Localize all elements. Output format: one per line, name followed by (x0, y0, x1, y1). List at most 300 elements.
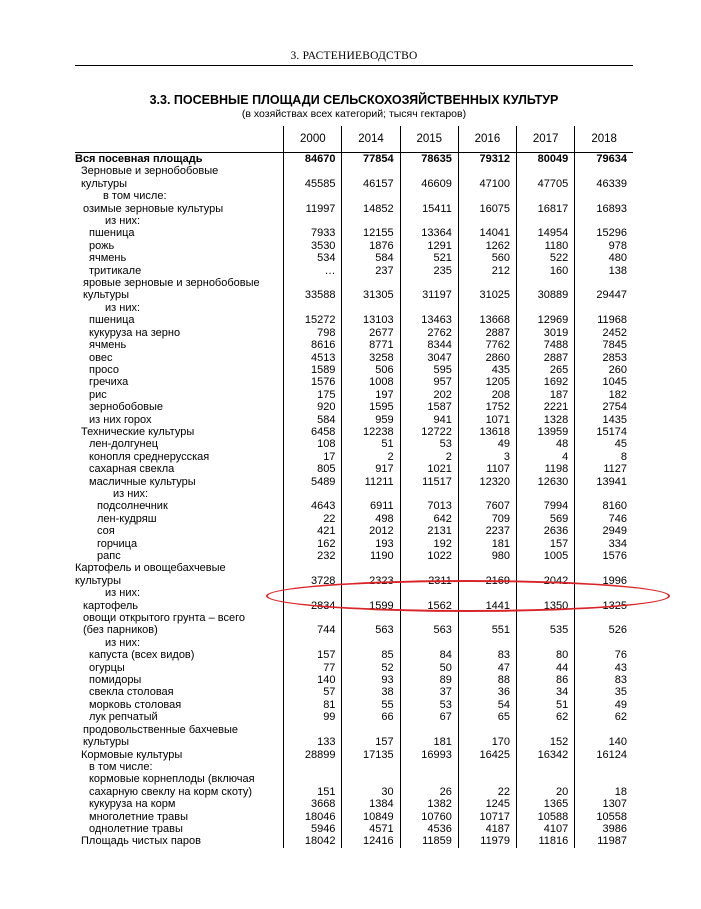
cell-value: 232 (284, 550, 342, 562)
cell-value: 5946 (284, 823, 342, 835)
cell-value: 2949 (575, 525, 633, 537)
row-label: рис (89, 388, 107, 401)
highlight-ellipse (266, 580, 670, 612)
table-row (75, 252, 633, 264)
cell-value: 2754 (575, 401, 633, 413)
cell-value: 1180 (517, 240, 575, 252)
table-row (75, 414, 633, 426)
cell-value: 8344 (400, 339, 458, 351)
cell-value: 84 (400, 649, 458, 661)
table-row (75, 637, 633, 649)
cell-value: 10760 (400, 811, 458, 823)
cell-value (342, 724, 400, 736)
cell-value (342, 302, 400, 314)
row-label: культуры (75, 574, 122, 587)
row-label: кормовые корнеплоды (включая (89, 773, 255, 786)
cell-value: 1562 (400, 600, 458, 612)
cell-value: 551 (458, 624, 516, 636)
cell-value (517, 761, 575, 773)
year-header: 2017 (517, 126, 575, 153)
cell-value: 53 (400, 699, 458, 711)
year-header: 2018 (575, 126, 633, 153)
row-label: гречиха (89, 376, 129, 389)
cell-value: 50 (400, 662, 458, 674)
table-row (75, 513, 633, 525)
cell-value: 3530 (284, 240, 342, 252)
row-label: подсолнечник (97, 500, 168, 513)
cell-value: 31305 (342, 289, 400, 301)
row-label: Картофель и овощебахчевые (75, 562, 226, 575)
cell-value: 43 (575, 662, 633, 674)
cell-value (342, 277, 400, 289)
cell-value (284, 724, 342, 736)
cell-value (342, 637, 400, 649)
table-row (75, 624, 633, 636)
cell-value: 18046 (284, 811, 342, 823)
cell-value (458, 215, 516, 227)
cell-value (342, 215, 400, 227)
cell-value (400, 190, 458, 202)
cell-value: 709 (458, 513, 516, 525)
table-row (75, 277, 633, 289)
cell-value: 78635 (400, 153, 458, 166)
row-label: ячмень (89, 252, 127, 265)
cell-value: 2860 (458, 352, 516, 364)
table-row (75, 674, 633, 686)
cell-value: 1325 (575, 600, 633, 612)
cell-value: 3668 (284, 798, 342, 810)
year-header: 2014 (342, 126, 400, 153)
cell-value (284, 302, 342, 314)
cell-value: 584 (284, 414, 342, 426)
cell-value: 33588 (284, 289, 342, 301)
cell-value: 7845 (575, 339, 633, 351)
cell-value: 1996 (575, 575, 633, 587)
cell-value: 85 (342, 649, 400, 661)
table-row (75, 178, 633, 190)
cell-value: 3258 (342, 352, 400, 364)
cell-value: 15174 (575, 426, 633, 438)
table-row (75, 686, 633, 698)
cell-value: 140 (575, 736, 633, 748)
cell-value: 18 (575, 786, 633, 798)
cell-value: 6911 (342, 500, 400, 512)
cell-value: 1328 (517, 414, 575, 426)
cell-value: 2323 (342, 575, 400, 587)
cell-value: 18042 (284, 835, 342, 847)
cell-value: 30 (342, 786, 400, 798)
cell-value: 79312 (458, 153, 516, 166)
row-label: пшеница (89, 227, 135, 240)
year-header-row (75, 126, 633, 153)
cell-value (400, 277, 458, 289)
cell-value: 3047 (400, 352, 458, 364)
cell-value: 1384 (342, 798, 400, 810)
table-row (75, 488, 633, 500)
table-row (75, 451, 633, 463)
cell-value: 4571 (342, 823, 400, 835)
cell-value (342, 773, 400, 785)
cell-value (575, 190, 633, 202)
cell-value: 1365 (517, 798, 575, 810)
cell-value: 2834 (284, 600, 342, 612)
cell-value: 2677 (342, 327, 400, 339)
row-label: конопля среднерусская (89, 450, 210, 463)
cell-value (342, 165, 400, 177)
row-label: капуста (всех видов) (89, 649, 195, 662)
table-row (75, 314, 633, 326)
table-title: 3.3. ПОСЕВНЫЕ ПЛОЩАДИ СЕЛЬСКОХОЗЯЙСТВЕННЫХ КУЛЬТУР (149, 93, 559, 107)
cell-value: 52 (342, 662, 400, 674)
cell-value: 13103 (342, 314, 400, 326)
cell-value: 4187 (458, 823, 516, 835)
cell-value: 941 (400, 414, 458, 426)
cell-value: 11517 (400, 476, 458, 488)
cell-value: 260 (575, 364, 633, 376)
table-row (75, 339, 633, 351)
cell-value: 10588 (517, 811, 575, 823)
cell-value (458, 277, 516, 289)
table-row (75, 761, 633, 773)
cell-value (284, 637, 342, 649)
row-label: рожь (89, 239, 115, 252)
cell-value (458, 165, 516, 177)
cell-value: 93 (342, 674, 400, 686)
cell-value (575, 612, 633, 624)
cell-value: 265 (517, 364, 575, 376)
cell-value: 54 (458, 699, 516, 711)
cell-value: 181 (458, 538, 516, 550)
cell-value: 157 (284, 649, 342, 661)
row-label: Площадь чистых паров (81, 835, 201, 848)
cell-value: 2887 (458, 327, 516, 339)
cell-value: 920 (284, 401, 342, 413)
cell-value: 29447 (575, 289, 633, 301)
row-label: горчица (97, 537, 138, 550)
cell-value: 47705 (517, 178, 575, 190)
cell-value: 35 (575, 686, 633, 698)
cell-value: 1107 (458, 463, 516, 475)
cell-value: 4513 (284, 352, 342, 364)
cell-value: 157 (342, 736, 400, 748)
cell-value: 80 (517, 649, 575, 661)
table-row (75, 699, 633, 711)
table-row (75, 749, 633, 761)
cell-value: 805 (284, 463, 342, 475)
cell-value (284, 562, 342, 574)
cell-value (575, 773, 633, 785)
cell-value (284, 773, 342, 785)
cell-value: 7762 (458, 339, 516, 351)
section-header: 3. РАСТЕНИЕВОДСТВО (75, 50, 633, 66)
row-label: сахарная свекла (89, 463, 175, 476)
cell-value: 1576 (284, 376, 342, 388)
cell-value (458, 562, 516, 574)
cell-value: 138 (575, 265, 633, 277)
cell-value (517, 724, 575, 736)
table-row (75, 773, 633, 785)
table-row (75, 835, 633, 847)
cell-value: 67 (400, 711, 458, 723)
cell-value: 140 (284, 674, 342, 686)
cell-value: 1752 (458, 401, 516, 413)
table-row (75, 364, 633, 376)
table-row (75, 612, 633, 624)
table-row (75, 823, 633, 835)
table-row (75, 352, 633, 364)
cell-value (400, 724, 458, 736)
cell-value: 7013 (400, 500, 458, 512)
cell-value (400, 215, 458, 227)
cell-value: 20 (517, 786, 575, 798)
cell-value: 917 (342, 463, 400, 475)
cell-value (575, 165, 633, 177)
cell-value: 1441 (458, 600, 516, 612)
cell-value: 435 (458, 364, 516, 376)
cell-value: 7607 (458, 500, 516, 512)
cell-value (517, 562, 575, 574)
cell-value: 11997 (284, 203, 342, 215)
cell-value: 584 (342, 252, 400, 264)
cell-value: 46339 (575, 178, 633, 190)
cell-value: 480 (575, 252, 633, 264)
table-row (75, 438, 633, 450)
table-row (75, 265, 633, 277)
cell-value: 77 (284, 662, 342, 674)
cell-value: 1595 (342, 401, 400, 413)
cell-value: 10849 (342, 811, 400, 823)
cell-value (517, 302, 575, 314)
table-row (75, 463, 633, 475)
cell-value: 334 (575, 538, 633, 550)
cell-value: 5489 (284, 476, 342, 488)
cell-value (400, 773, 458, 785)
cell-value: 13364 (400, 227, 458, 239)
cell-value (517, 488, 575, 500)
cell-value: 160 (517, 265, 575, 277)
cell-value: 76 (575, 649, 633, 661)
cell-value: 44 (517, 662, 575, 674)
table-row (75, 376, 633, 388)
cell-value (458, 612, 516, 624)
row-label: культуры (83, 736, 130, 749)
row-label: лен-кудряш (97, 512, 157, 525)
cell-value: 235 (400, 265, 458, 277)
row-label: сахарную свеклу на корм скоту) (89, 785, 253, 798)
table-row (75, 190, 633, 202)
cell-value: 522 (517, 252, 575, 264)
cell-value (284, 612, 342, 624)
cell-value (284, 165, 342, 177)
cell-value: 1205 (458, 376, 516, 388)
cell-value: 15296 (575, 227, 633, 239)
cell-value: 51 (342, 438, 400, 450)
cell-value (517, 637, 575, 649)
cell-value: 84670 (284, 153, 342, 166)
cell-value: 175 (284, 389, 342, 401)
cell-value: 746 (575, 513, 633, 525)
row-label: яровые зерновые и зернобобовые (83, 277, 260, 290)
row-label: из них: (105, 301, 141, 314)
cell-value: 506 (342, 364, 400, 376)
cell-value: 14852 (342, 203, 400, 215)
cell-value (400, 302, 458, 314)
cell-value: 133 (284, 736, 342, 748)
row-label: Вся посевная площадь (75, 153, 203, 165)
cell-value (575, 277, 633, 289)
cell-value: 2237 (458, 525, 516, 537)
cell-value (342, 761, 400, 773)
cell-value: 3019 (517, 327, 575, 339)
cell-value: 212 (458, 265, 516, 277)
cell-value: 2452 (575, 327, 633, 339)
cell-value: 2853 (575, 352, 633, 364)
row-label: овес (89, 351, 113, 364)
row-label: озимые зерновые культуры (83, 202, 224, 215)
table-row (75, 798, 633, 810)
cell-value: 30889 (517, 289, 575, 301)
cell-value: 2887 (517, 352, 575, 364)
cell-value: 182 (575, 389, 633, 401)
table-row (75, 401, 633, 413)
cell-value: 45 (575, 438, 633, 450)
cell-value (517, 612, 575, 624)
cell-value: 1005 (517, 550, 575, 562)
row-label: Технические культуры (81, 425, 195, 438)
cell-value (575, 488, 633, 500)
row-label: рапс (97, 550, 121, 562)
cell-value: 12416 (342, 835, 400, 847)
cell-value: 2131 (400, 525, 458, 537)
cell-value: 4643 (284, 500, 342, 512)
row-label: тритикале (89, 264, 142, 277)
cell-value: 17135 (342, 749, 400, 761)
cell-value: 16993 (400, 749, 458, 761)
cell-value: 498 (342, 513, 400, 525)
cell-value: 7488 (517, 339, 575, 351)
cell-value: 65 (458, 711, 516, 723)
cell-value: 31197 (400, 289, 458, 301)
cell-value: 7933 (284, 227, 342, 239)
table-row (75, 724, 633, 736)
table-row (75, 227, 633, 239)
cell-value: 11211 (342, 476, 400, 488)
cell-value: 12630 (517, 476, 575, 488)
cell-value: 16075 (458, 203, 516, 215)
table-row (75, 736, 633, 748)
table-row (75, 525, 633, 537)
cell-value (575, 562, 633, 574)
table-subtitle: (в хозяйствах всех категорий; тысяч гектаров) (241, 108, 467, 120)
cell-value: 83 (458, 649, 516, 661)
cell-value: 202 (400, 389, 458, 401)
cell-value: 6458 (284, 426, 342, 438)
cell-value: 1576 (575, 550, 633, 562)
cell-value (458, 761, 516, 773)
cell-value: 22 (458, 786, 516, 798)
cell-value: 47 (458, 662, 516, 674)
cell-value: 28899 (284, 749, 342, 761)
cell-value: 11968 (575, 314, 633, 326)
table-row (75, 389, 633, 401)
cell-value (284, 190, 342, 202)
cell-value (400, 488, 458, 500)
row-label: в том числе: (89, 760, 153, 773)
cell-value (400, 165, 458, 177)
cell-value: 1262 (458, 240, 516, 252)
cell-value: 80049 (517, 153, 575, 166)
table-row (75, 203, 633, 215)
cell-value: 2169 (458, 575, 516, 587)
cell-value: 2 (342, 451, 400, 463)
cell-value: 1045 (575, 376, 633, 388)
cell-value: 1435 (575, 414, 633, 426)
cell-value: 3728 (284, 575, 342, 587)
row-label: картофель (83, 599, 139, 612)
row-label: в том числе: (103, 190, 167, 203)
table-row (75, 289, 633, 301)
cell-value: 89 (400, 674, 458, 686)
cell-value (400, 612, 458, 624)
table-row (75, 240, 633, 252)
cell-value: 45585 (284, 178, 342, 190)
cell-value: 1245 (458, 798, 516, 810)
cell-value: 13463 (400, 314, 458, 326)
cell-value: 13618 (458, 426, 516, 438)
row-label: овощи открытого грунта – всего (83, 612, 246, 625)
cell-value: 2221 (517, 401, 575, 413)
cell-value: 7994 (517, 500, 575, 512)
cell-value: 8160 (575, 500, 633, 512)
cell-value: 12155 (342, 227, 400, 239)
cell-value: 1008 (342, 376, 400, 388)
cell-value: 36 (458, 686, 516, 698)
cell-value: 81 (284, 699, 342, 711)
cell-value: 534 (284, 252, 342, 264)
cell-value (458, 724, 516, 736)
cell-value: 16893 (575, 203, 633, 215)
cell-value: 1599 (342, 600, 400, 612)
cell-value: 157 (517, 538, 575, 550)
cell-value: 2042 (517, 575, 575, 587)
cell-value: 1589 (284, 364, 342, 376)
cell-value: 8616 (284, 339, 342, 351)
row-label: из них: (105, 215, 141, 228)
cell-value (575, 724, 633, 736)
row-label: просо (89, 363, 119, 376)
cell-value: 66 (342, 711, 400, 723)
cell-value: 162 (284, 538, 342, 550)
cell-value: 595 (400, 364, 458, 376)
cell-value (400, 761, 458, 773)
row-label: из них: (105, 587, 141, 600)
cell-value: 86 (517, 674, 575, 686)
cell-value: 77854 (342, 153, 400, 166)
cell-value (284, 215, 342, 227)
cell-value: 10717 (458, 811, 516, 823)
cell-value (517, 277, 575, 289)
row-label: свекла столовая (89, 686, 174, 699)
cell-value: 51 (517, 699, 575, 711)
cell-value: 181 (400, 736, 458, 748)
row-label: многолетние травы (89, 810, 189, 823)
table-row (75, 811, 633, 823)
cell-value: 237 (342, 265, 400, 277)
cell-value: 46609 (400, 178, 458, 190)
cell-value (517, 165, 575, 177)
table-row (75, 302, 633, 314)
table-row (75, 215, 633, 227)
